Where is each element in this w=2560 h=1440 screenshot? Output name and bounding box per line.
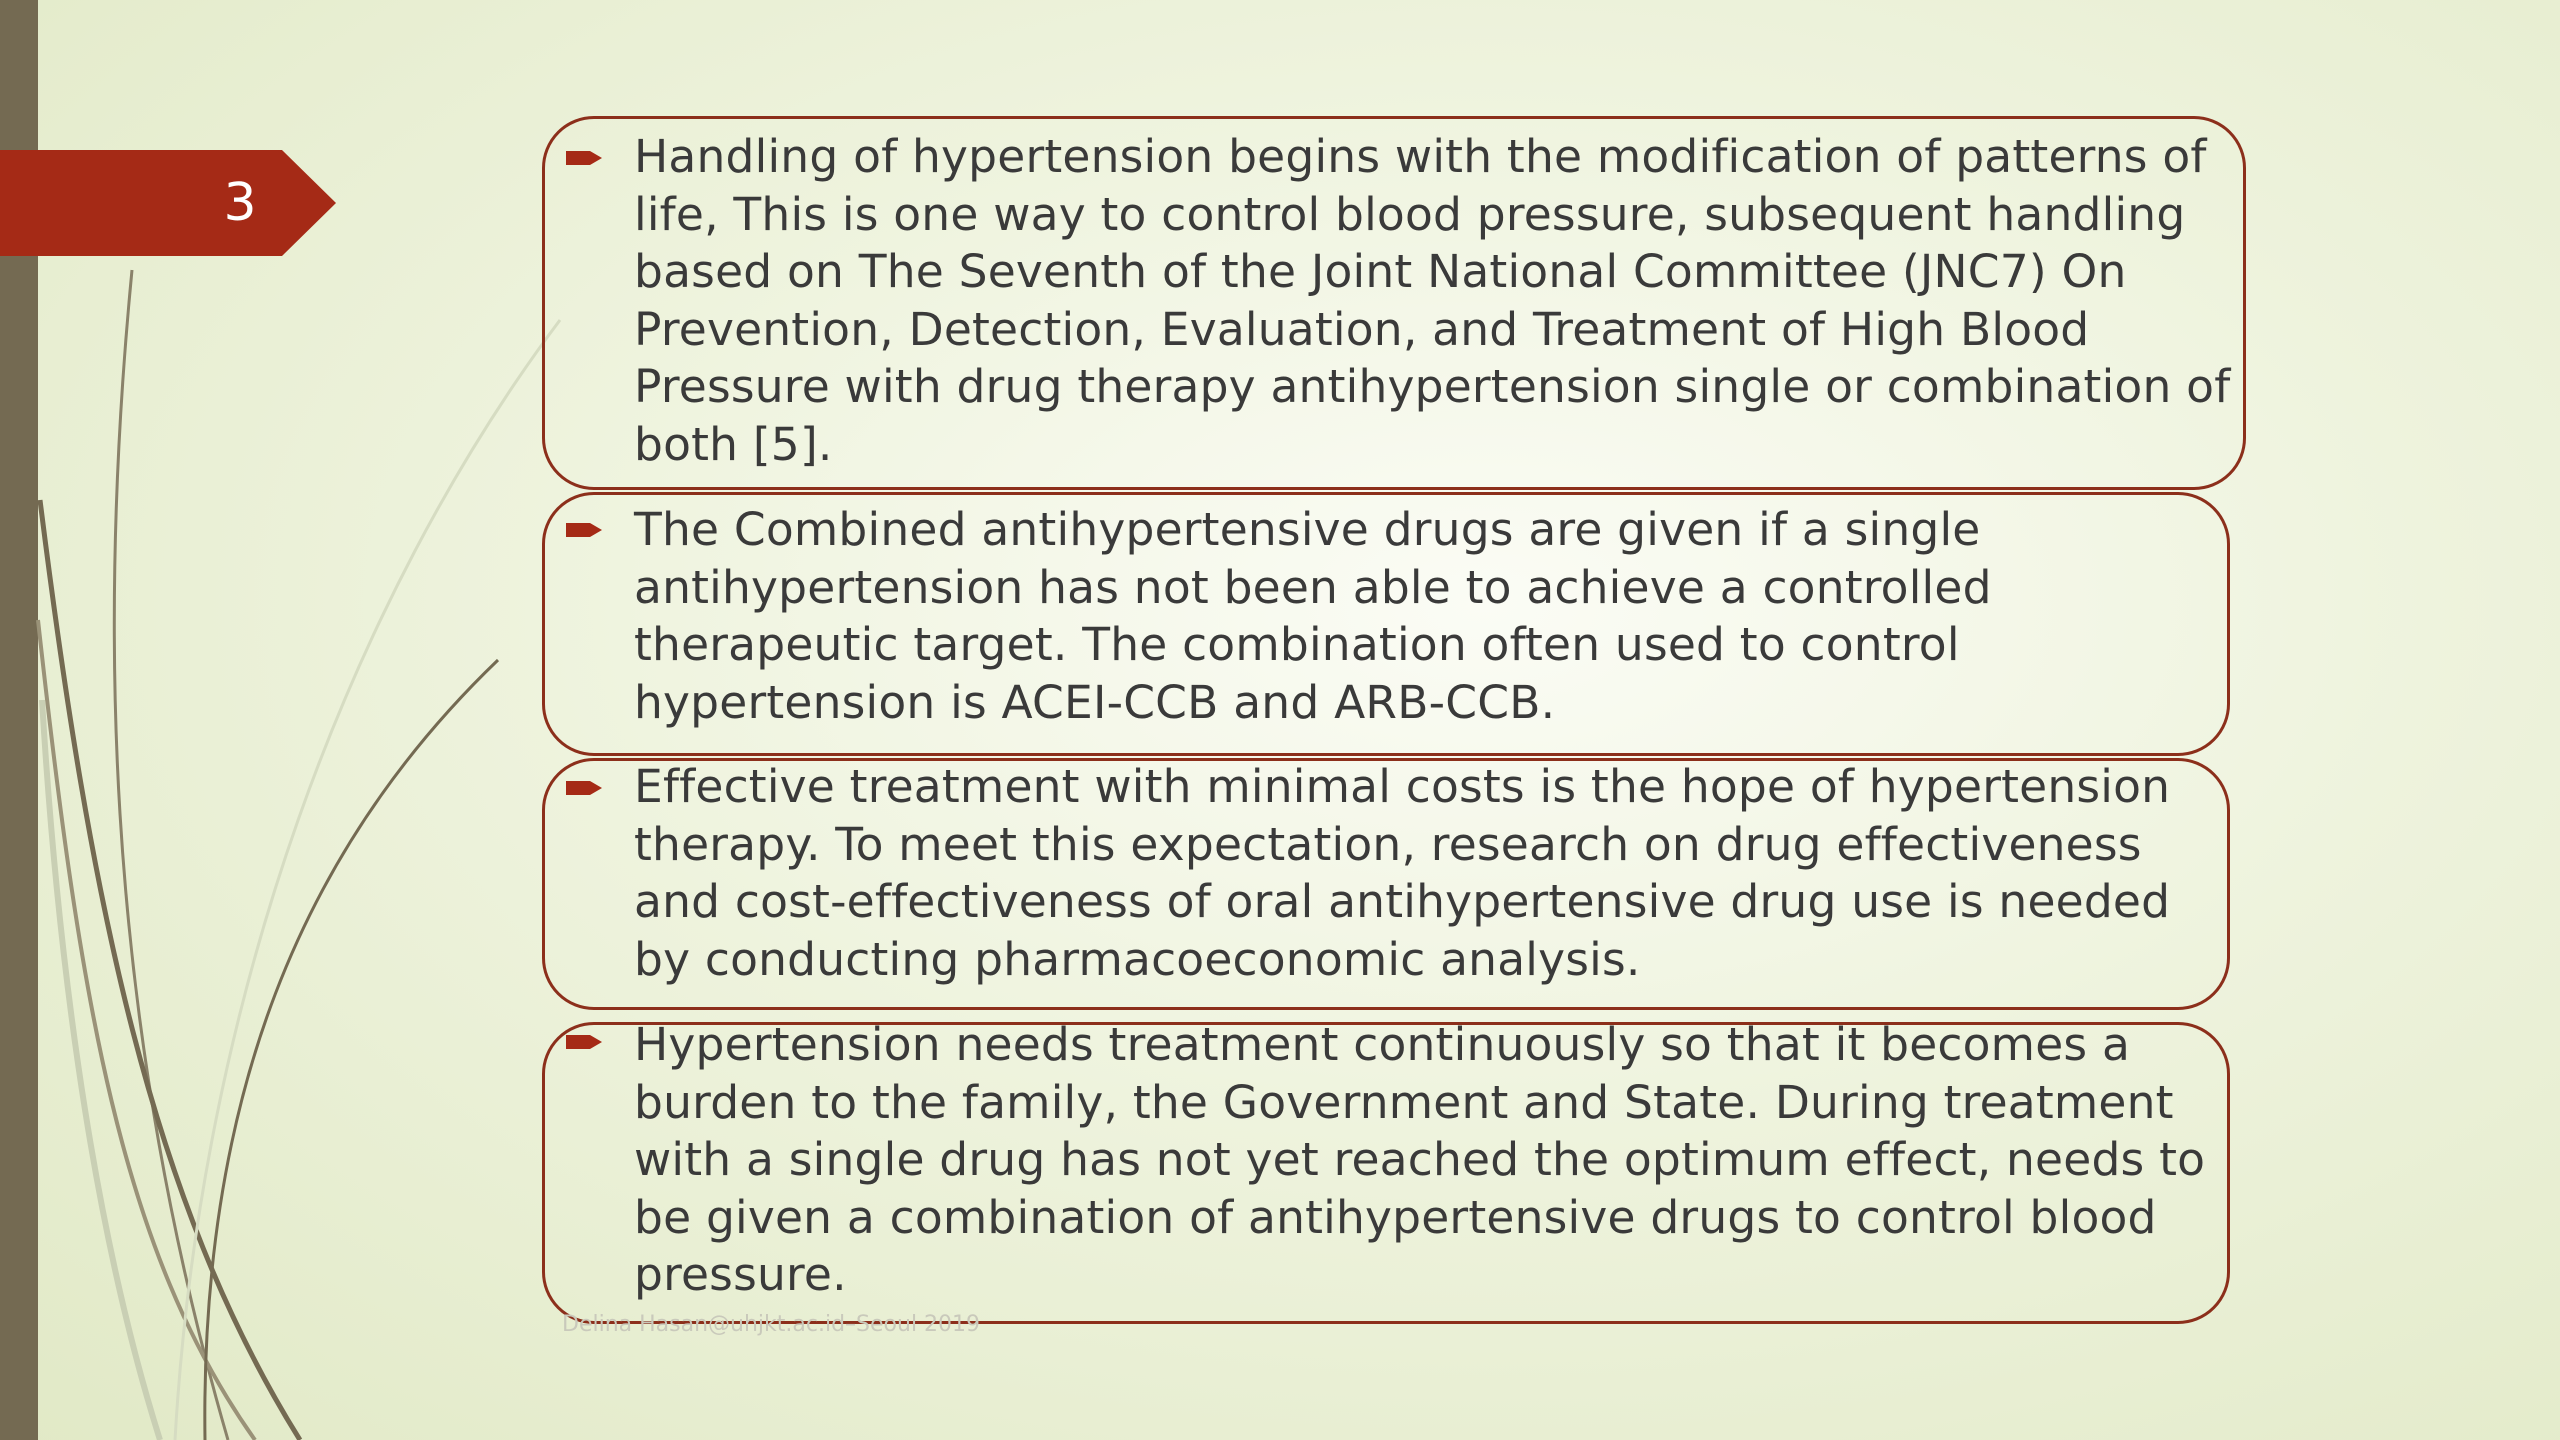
slide-footer: Delina Hasan@uhjkt.ac.id–Seoul 2019 bbox=[562, 1312, 981, 1337]
arrow-bullet-icon bbox=[566, 518, 604, 542]
bullet-1-line: both [5]. bbox=[634, 417, 833, 471]
bullet-1-line: based on The Seventh of the Joint National Committee (JNC7) On bbox=[634, 245, 2127, 298]
arrow-bullet-icon bbox=[566, 1030, 604, 1054]
bullet-2-line: therapeutic target. The combination often used to control bbox=[634, 618, 1960, 671]
bullet-2-line: The Combined antihypertensive drugs are given if a single bbox=[634, 503, 1981, 556]
bullet-1-line: Prevention, Detection, Evaluation, and Treatment of High Blood bbox=[634, 302, 2090, 356]
slide-number-tag bbox=[0, 150, 336, 256]
bullet-1-line: life, This is one way to control blood pressure, subsequent handling bbox=[634, 187, 2186, 241]
slide-number-arrow-shape bbox=[0, 150, 336, 256]
bullet-text-4 bbox=[634, 1016, 2205, 1304]
bullet-3-line: therapy. To meet this expectation, research on drug effectiveness bbox=[634, 817, 2142, 871]
bullet-1-line: Pressure with drug therapy antihypertension single or combination of bbox=[634, 360, 2231, 413]
bullet-2-line: antihypertension has not been able to achieve a controlled bbox=[634, 560, 1992, 614]
bullet-3-line: by conducting pharmacoeconomic analysis. bbox=[634, 932, 1641, 986]
bullet-2-line: hypertension is ACEI-CCB and ARB-CCB. bbox=[634, 675, 1556, 729]
bullet-4-line: pressure. bbox=[634, 1248, 847, 1301]
bullet-4-line: with a single drug has not yet reached the optimum effect, needs to bbox=[634, 1133, 2206, 1186]
bullet-3-line: Effective treatment with minimal costs is the hope of hypertension bbox=[634, 760, 2171, 813]
arrow-bullet-icon bbox=[566, 776, 604, 800]
bullet-4-line: burden to the family, the Government and State. During treatment bbox=[634, 1075, 2174, 1129]
bullet-text-3 bbox=[634, 758, 2170, 988]
bullet-text-2 bbox=[634, 501, 1992, 731]
bullet-text-1 bbox=[634, 128, 2230, 473]
slide-number: 3 bbox=[223, 173, 257, 233]
bullet-3-line: and cost-effectiveness of oral antihypertensive drug use is needed bbox=[634, 875, 2171, 928]
bullet-4-line: be given a combination of antihypertensive drugs to control blood bbox=[634, 1190, 2157, 1244]
bullet-4-line: Hypertension needs treatment continuously so that it becomes a bbox=[634, 1018, 2131, 1071]
bullet-1-line: Handling of hypertension begins with the modification of patterns of bbox=[634, 130, 2207, 183]
arrow-bullet-icon bbox=[566, 146, 604, 170]
